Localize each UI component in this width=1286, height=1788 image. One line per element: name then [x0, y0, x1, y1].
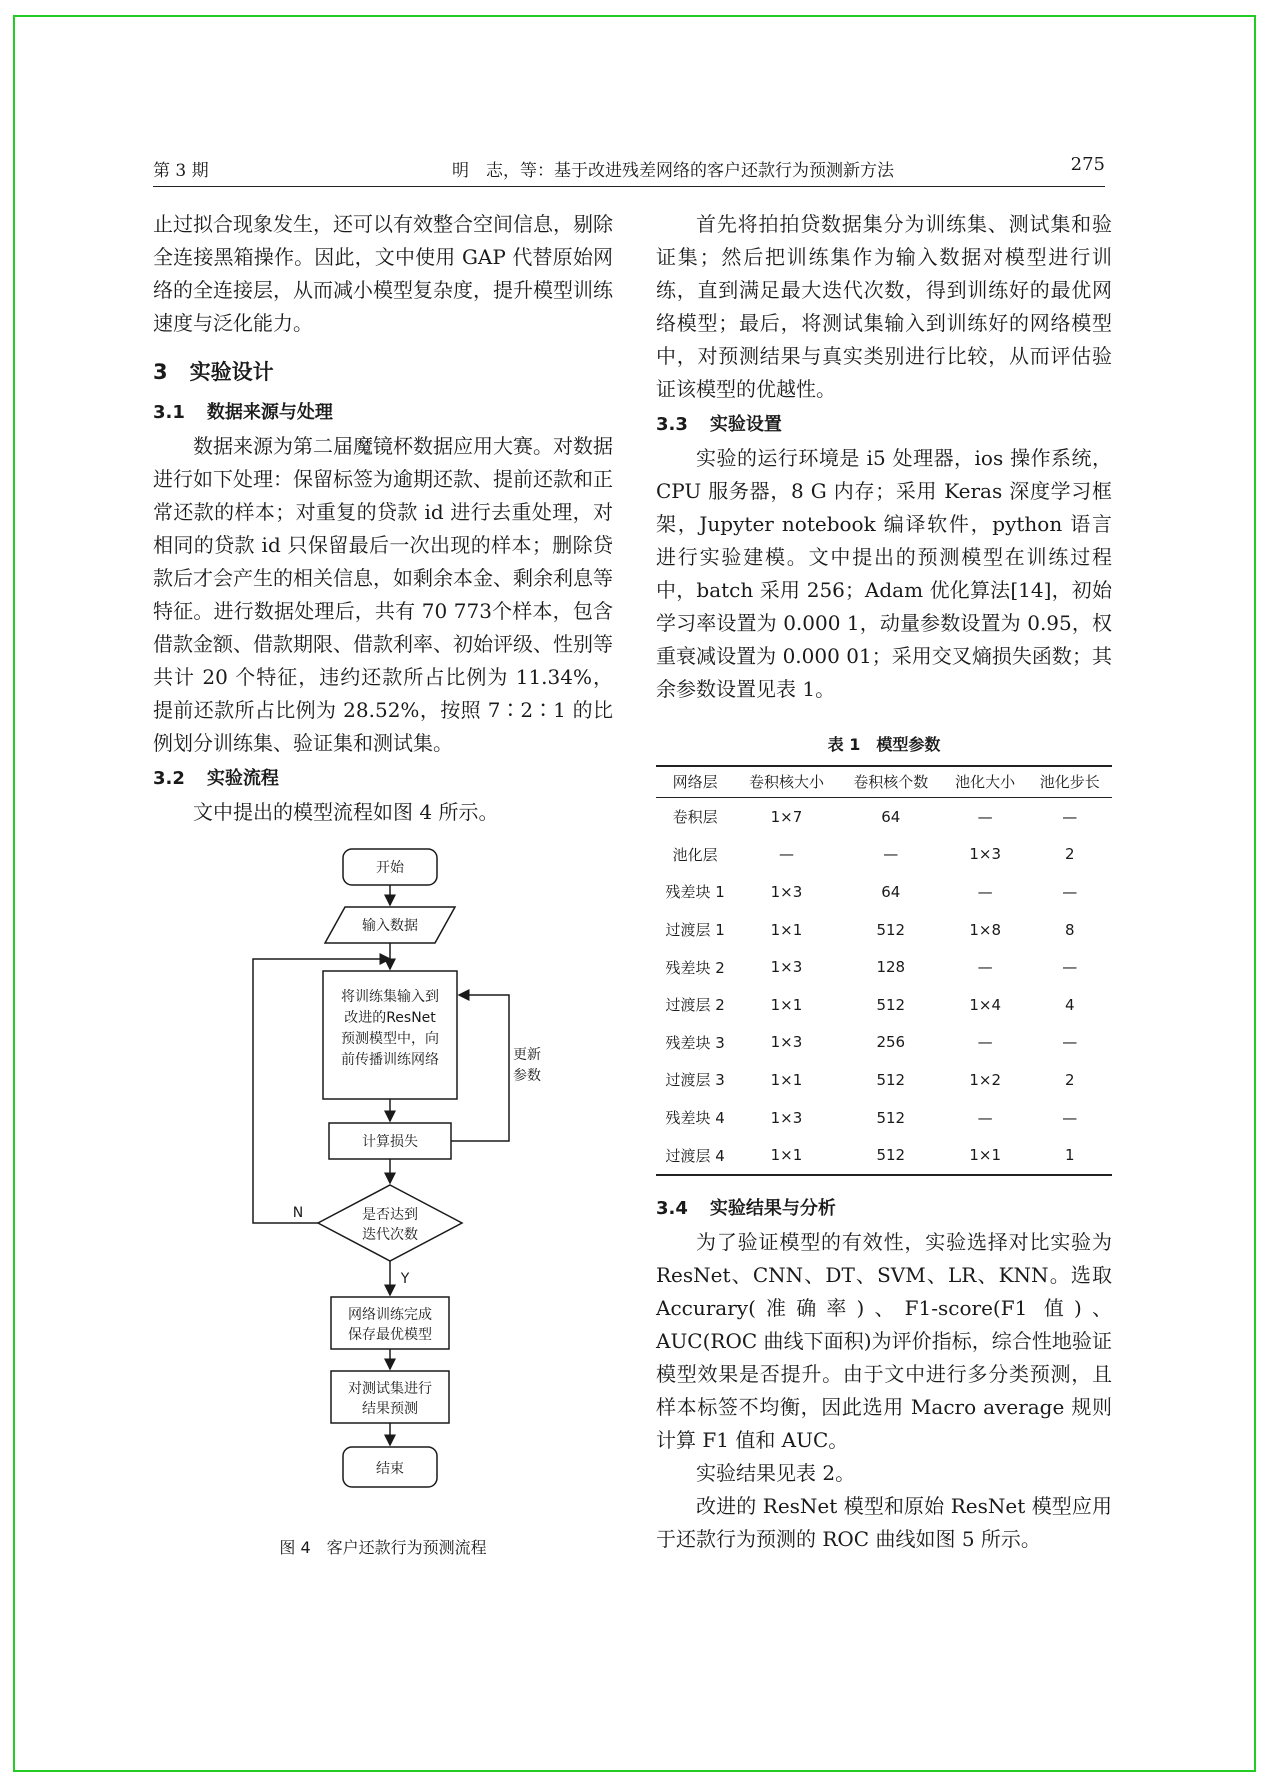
- subsection-title: 实验结果与分析: [709, 1197, 836, 1219]
- table-cell: —: [977, 1108, 993, 1127]
- table-cell: 1×1: [943, 1136, 1028, 1175]
- subsection-number: 3.4: [656, 1197, 688, 1219]
- table-cell: 64: [881, 807, 901, 826]
- decision-node: [318, 1185, 462, 1261]
- table-row: [656, 836, 1112, 874]
- table-cell: 2: [1064, 845, 1075, 864]
- table-cell: —: [977, 807, 993, 826]
- table-cell: 1×3: [770, 882, 803, 901]
- left-column: [153, 208, 613, 1557]
- setup-paragraph: 实验的运行环境是 i5 处理器，ios 操作系统，CPU 服务器，8 G 内存；采用 Keras 深度学习框架，Jupyter notebook 编译软件，python 语言进行实验建模。文中提出的预测模型在训练过程中，batch 采用 256；Adam 优化算法[14]，初始学习率设置为 0.000 1，动量参数设置为 0.95，权重衰减设置为 0.000 01；采用交叉熵损失函数；其余参数设置见表 1。: [656, 446, 1112, 701]
- done-label-line: 网络训练完成: [348, 1307, 432, 1323]
- table-cell: 1×1: [770, 920, 803, 939]
- subsection-title: 实验流程: [206, 768, 279, 789]
- table-cell: 残差块 4: [665, 1109, 725, 1128]
- table-cell: 残差块 2: [665, 958, 725, 977]
- table-cell: 1×1: [770, 995, 803, 1014]
- table-row: [656, 986, 1112, 1024]
- table-cell: 残差块 1: [665, 883, 725, 902]
- table-cell: 过渡层 1: [665, 921, 725, 940]
- table-cell: 4: [1064, 995, 1075, 1014]
- table-cell: 512: [876, 995, 906, 1014]
- table-cell: 1×3: [770, 958, 803, 977]
- table-cell: —: [977, 882, 993, 901]
- parameter-table: [656, 765, 1112, 1176]
- table-cell: 1×8: [969, 920, 1001, 939]
- table-cell: 256: [876, 1033, 906, 1052]
- table-cell: 池化层: [672, 845, 718, 864]
- update-loop-arrow: [451, 995, 509, 1141]
- table-cell: 512: [839, 1136, 943, 1175]
- table-cell: 8: [1064, 920, 1075, 939]
- table-cell: 1×7: [770, 807, 803, 826]
- table-row: [656, 1024, 1112, 1062]
- flow-intro-paragraph: 文中提出的模型流程如图 4 所示。: [193, 800, 499, 824]
- table-row: [656, 873, 1112, 911]
- table-cell: 1×1: [734, 1136, 838, 1175]
- issue-label: 第 3 期: [153, 161, 209, 181]
- table-cell: 过渡层 2: [665, 996, 725, 1015]
- results-paragraph: 改进的 ResNet 模型和原始 ResNet 模型应用于还款行为预测的 ROC 曲线如图 5 所示。: [656, 1493, 1112, 1551]
- running-title: 明 志，等：基于改进残差网络的客户还款行为预测新方法: [452, 161, 894, 181]
- update-label-line: 更新: [513, 1047, 541, 1063]
- section-heading: [153, 356, 613, 386]
- table-cell: —: [1062, 882, 1078, 901]
- test-label-line: 结果预测: [362, 1401, 418, 1417]
- table-row: [656, 1061, 1112, 1099]
- data-source-paragraph: 数据来源为第二届魔镜杯数据应用大赛。对数据进行如下处理：保留标签为逾期还款、提前还款和正常还款的样本；对重复的贷款 id 进行去重处理，对相同的贷款 id 只保留最后一次出现的样本；删除贷款后才会产生的相关信息，如剩余本金、剩余利息等特征。进行数据处理后，共有 70 773个样本，包含借款金额、借款期限、借款利率、初始评级、性别等共计 20 个特征，违约还款所占比例为 11.34%，提前还款所占比例为 28.52%，按照 7∶2∶1 的比例划分训练集、验证集和测试集。: [153, 434, 613, 755]
- no-label: N: [292, 1205, 304, 1221]
- subsection-number: 3.1: [153, 402, 185, 423]
- table-cell: —: [1062, 958, 1078, 977]
- table-header-cell: 卷积核个数: [839, 766, 943, 798]
- table-cell: —: [977, 958, 993, 977]
- table-header-row: [656, 766, 1112, 798]
- figure-caption: 图 4 客户还款行为预测流程: [279, 1538, 487, 1557]
- page-number: 275: [1070, 154, 1105, 175]
- train-label-line: 预测模型中，向: [341, 1031, 439, 1047]
- table-header-cell: 网络层: [656, 766, 734, 798]
- subsection-title: 数据来源与处理: [206, 402, 333, 423]
- table-caption: 表 1 模型参数: [827, 735, 941, 754]
- decision-label-line: 迭代次数: [362, 1227, 418, 1243]
- table-cell: —: [977, 1033, 993, 1052]
- running-header: [153, 150, 1105, 187]
- table-row: [656, 1099, 1112, 1137]
- table-row: [656, 948, 1112, 986]
- table-cell: 1×3: [969, 845, 1001, 864]
- section-number: 3: [153, 360, 168, 384]
- table-cell: —: [1062, 807, 1078, 826]
- train-label-line: 前传播训练网络: [341, 1052, 439, 1068]
- results-paragraph: 实验结果见表 2。: [696, 1460, 856, 1485]
- table-cell: —: [883, 845, 899, 864]
- start-label: 开始: [376, 860, 404, 876]
- table-cell: 512: [876, 920, 906, 939]
- table-cell: 1×2: [969, 1070, 1001, 1089]
- end-label: 结束: [376, 1461, 404, 1477]
- table-cell: 卷积层: [672, 808, 718, 827]
- flowchart-figure: [153, 837, 613, 1557]
- input-label: 输入数据: [362, 918, 418, 934]
- train-label-line: 改进的ResNet: [344, 1010, 436, 1026]
- table-cell: 过渡层 3: [665, 1071, 725, 1090]
- test-label-line: 对测试集进行: [348, 1381, 432, 1397]
- subsection-heading: [153, 764, 613, 794]
- table-cell: 过渡层 4: [656, 1136, 734, 1175]
- subsection-title: 实验设置: [709, 414, 782, 435]
- table-cell: 128: [876, 958, 906, 977]
- table-cell: —: [1062, 1108, 1078, 1127]
- table-header-cell: 池化大小: [943, 766, 1028, 798]
- train-label-line: 将训练集输入到: [341, 989, 439, 1005]
- table-cell: 残差块 3: [665, 1033, 725, 1052]
- done-label-line: 保存最优模型: [348, 1327, 432, 1343]
- subsection-number: 3.2: [153, 768, 185, 789]
- yes-label: Y: [400, 1271, 410, 1287]
- table-cell: 1×3: [770, 1108, 803, 1127]
- right-column: [656, 208, 1112, 1556]
- table-header-cell: 卷积核大小: [734, 766, 838, 798]
- table-cell: —: [1062, 1033, 1078, 1052]
- subsection-number: 3.3: [656, 414, 688, 435]
- procedure-paragraph: 首先将拍拍贷数据集分为训练集、测试集和验证集；然后把训练集作为输入数据对模型进行训练，直到满足最大迭代次数，得到训练好的最优网络模型；最后，将测试集输入到训练好的网络模型中，对预测结果与真实类别进行比较，从而评估验证该模型的优越性。: [656, 212, 1112, 401]
- table-cell: 1×4: [969, 995, 1001, 1014]
- subsection-heading: [656, 410, 1112, 440]
- table-cell: 1×3: [770, 1033, 803, 1052]
- decision-label-line: 是否达到: [362, 1207, 418, 1223]
- table-cell: 512: [876, 1108, 906, 1127]
- table-cell: 1×1: [770, 1070, 803, 1089]
- update-label-line: 参数: [513, 1068, 541, 1084]
- results-paragraph: 为了验证模型的有效性，实验选择对比实验为 ResNet、CNN、DT、SVM、LR、KNN。选取 Accurary(准确率)、F1-score(F1 值)、AUC(ROC 曲线下面积)为评价指标，综合性地验证模型效果是否提升。由于文中进行多分类预测，且样本标签不均衡，因此选用 Macro average 规则计算 F1 值和 AUC。: [656, 1229, 1112, 1452]
- table-cell: —: [778, 845, 794, 864]
- table-cell: 64: [881, 882, 901, 901]
- table-row: [656, 1136, 1112, 1175]
- subsection-heading: [153, 398, 613, 428]
- subsection-heading: [656, 1194, 1112, 1224]
- table-body: [656, 798, 1112, 1175]
- table-cell: 2: [1064, 1070, 1075, 1089]
- table-header-cell: 池化步长: [1027, 766, 1112, 798]
- table-cell: 512: [876, 1070, 906, 1089]
- table-cell: 1: [1027, 1136, 1112, 1175]
- intro-paragraph: 止过拟合现象发生，还可以有效整合空间信息，剔除全连接黑箱操作。因此，文中使用 GAP 代替原始网络的全连接层，从而减小模型复杂度，提升模型训练速度与泛化能力。: [153, 212, 613, 335]
- table-row: [656, 911, 1112, 949]
- section-title: 实验设计: [189, 360, 274, 384]
- loss-label: 计算损失: [362, 1134, 418, 1150]
- flowchart-svg: [153, 837, 613, 1527]
- table-row: [656, 798, 1112, 836]
